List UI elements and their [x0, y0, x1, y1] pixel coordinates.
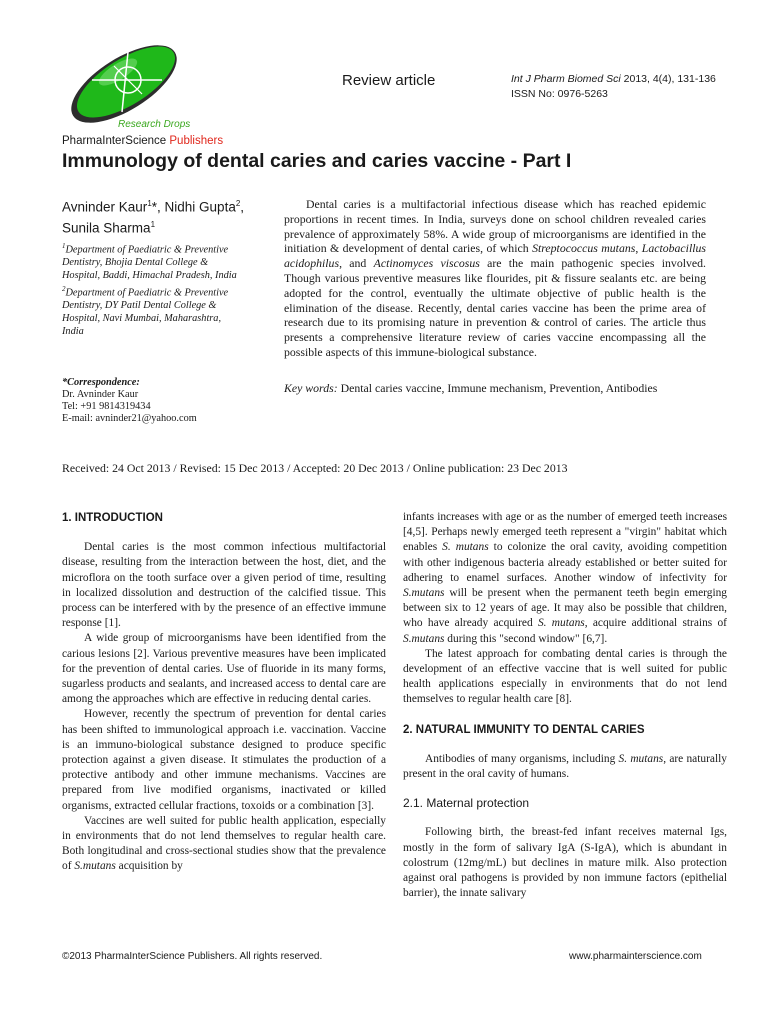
section-heading: 1. INTRODUCTION — [62, 512, 163, 524]
correspondence-tel: Tel: +91 9814319434 — [62, 401, 151, 412]
author-name: Avninder Kaur — [62, 199, 148, 215]
journal-reference — [511, 73, 716, 85]
author-list — [62, 195, 272, 236]
publisher-name-part1: PharmaInterScience — [62, 135, 170, 147]
correspondence-name: Dr. Avninder Kaur — [62, 389, 139, 400]
body-text: will be present when the permanent teeth begin emerging between six to 12 years of age. It may also be possible that children, who have already acquired — [403, 587, 727, 630]
article-type: Review article — [342, 72, 436, 89]
author-affiliation-mark: 1 — [147, 199, 152, 208]
footer-copyright: ©2013 PharmaInterScience Publishers. All rights reserved. — [62, 951, 323, 962]
body-paragraph — [403, 510, 727, 647]
species-name: Actinomyces viscosus — [373, 256, 480, 271]
body-paragraph — [62, 814, 386, 875]
abstract-text: are the main pathogenic species involved. Though various preventive measures like flourides, pit & fissure sealants etc. are being adopted for the control, eventually the ultimate objective of public health is the elimination of the disease. Recently, dental caries vaccine has been the prime area of research due to its promising nature in prevention & control of caries. The article thus presents a comprehensive literature review of caries vaccine encompassing all the possible aspects of this immune-biological substance. — [284, 256, 706, 359]
section-heading: 2. NATURAL IMMUNITY TO DENTAL CARIES — [403, 723, 645, 736]
body-column-left — [62, 510, 386, 875]
keywords-label: Key words: — [284, 381, 338, 395]
body-paragraph: Dental caries is the most common infectious multifactorial disease, resulting from the interaction between the host, diet, and the microflora on the tooth surface over a given period of time, resulting in localized dissolution and destruction of the calcified tissue. This process can be interfered with by the presence of an effective immune response [1]. — [62, 541, 386, 630]
body-paragraph — [403, 752, 727, 782]
keywords-text: Dental caries vaccine, Immune mechanism, Prevention, Antibodies — [337, 381, 658, 395]
body-text: to colonize the oral cavity, avoiding competition with other indigenous bacteria already established or better suited for adhering to enamel surfaces. Another window of infectivity for — [403, 541, 727, 584]
issn: ISSN No: 0976-5263 — [511, 88, 608, 100]
body-paragraph: However, recently the spectrum of prevention for dental caries has been shifted to immunological approach i.e. vaccination. Vaccine is an immuno-biological substance designed to produce specific protection against a given disease. It stimulates the production of a protective antibody and other immune mechanisms. Vaccines are prepared from live modified organisms, inactivated or killed organisms, extracted cellular fractions, toxoids or a combination [3]. — [62, 708, 386, 812]
species-name: Streptococcus mutans — [532, 241, 636, 256]
affiliation-number: 1 — [62, 242, 66, 250]
affiliation-text: Department of Paediatric & Preventive Dentistry, Bhojia Dental College & Hospital, Baddi, Himachal Pradesh, India — [62, 244, 237, 282]
affiliation-number: 2 — [62, 285, 66, 293]
affiliation — [62, 283, 244, 339]
affiliation — [62, 240, 244, 283]
keywords — [284, 381, 714, 396]
journal-name: Int J Pharm Biomed Sci — [511, 73, 621, 85]
abstract-text: Dental caries is a multifactorial infectious disease which has reached epidemic proportions in recent times. In India, surveys done on school children revealed caries prevalence of approximately 58%. A wide group of microorganisms are identified in the initiation & development of dental caries, of which — [284, 197, 706, 256]
correspondence-email[interactable]: E-mail: avninder21@yahoo.com — [62, 413, 197, 424]
body-text: Antibodies of many organisms, including — [425, 752, 619, 765]
affiliation-text: Department of Paediatric & Preventive Dentistry, DY Patil Dental College & Hospital, Navi Mumbai, Maharashtra, India — [62, 287, 229, 337]
abstract — [284, 197, 706, 360]
correspondence-block — [62, 377, 197, 425]
body-text: acquisition by — [115, 860, 183, 873]
author-name: Sunila Sharma — [62, 220, 151, 235]
abstract-text: , — [635, 241, 642, 256]
body-text: Vaccines are well suited for public health application, especially in environments that do not lend themselves to regular health care. Both longitudinal and cross-sectional studies show that the prevalence of — [62, 814, 386, 873]
logo-tagline: Research Drops — [118, 119, 191, 130]
body-text: during this "second window" [6,7]. — [444, 632, 608, 645]
body-paragraph: The latest approach for combating dental caries is through the development of an effective vaccine that is well suited for public health applications especially in environments that do not lend themselves to regular health care [8]. — [403, 647, 727, 706]
footer-website[interactable]: www.pharmainterscience.com — [569, 951, 702, 962]
body-text: infants increases with age or as the number of emerged teeth increases [4,5]. Perhaps newly emerged teeth represent a "virgin" habitat which enables — [403, 511, 727, 554]
body-text: , are naturally present in the oral cavity of humans. — [403, 752, 727, 781]
body-text: , acquire additional strains of — [584, 617, 727, 630]
corresponding-mark: *, — [151, 199, 165, 215]
body-paragraph: A wide group of microorganisms have been identified from the carious lesions [2]. Various preventive measures have been implicated for the prevention of dental caries. Use of fluoride in its many forms, sugarless products and sealants, and increased access to dental care are among the approaches which are effective in reducing dental caries. — [62, 632, 386, 706]
publisher-name — [62, 135, 223, 147]
body-paragraph: Following birth, the breast-fed infant receives maternal Igs, mostly in the form of salivary IgA (S-IgA), which is abundant in colostrum (12mg/mL) but declines in mature milk. Also protection against oral pathogens is provided by non immune factors (epithelial barrier), the innate salivary — [403, 826, 727, 900]
species-name: S. mutans — [537, 617, 585, 630]
body-column-right — [403, 510, 727, 901]
species-name: S. mutans — [618, 752, 664, 765]
abstract-text: , and — [339, 256, 374, 271]
abstract-paragraph — [284, 197, 706, 360]
author-name: Nidhi Gupta — [164, 199, 236, 215]
species-name: S.mutans — [74, 860, 116, 873]
species-name: S.mutans — [403, 587, 445, 600]
publisher-name-part2: Publishers — [169, 135, 224, 147]
subsection-heading: 2.1. Maternal protection — [403, 796, 530, 811]
correspondence-title: *Correspondence: — [62, 377, 140, 388]
author-affiliation-mark: 1 — [150, 219, 156, 229]
species-name: Lactobacillus acidophilus — [284, 241, 706, 271]
species-name: S.mutans — [403, 632, 445, 645]
author-affiliation-mark: 2 — [235, 199, 241, 208]
species-name: S. mutans — [442, 541, 489, 554]
paper-title: Immunology of dental caries and caries vaccine - Part I — [62, 150, 572, 172]
article-history: Received: 24 Oct 2013 / Revised: 15 Dec 2013 / Accepted: 20 Dec 2013 / Online publication: 23 Dec 2013 — [62, 461, 568, 475]
author-separator: , — [240, 199, 245, 215]
journal-details: 2013, 4(4), 131-136 — [620, 73, 716, 85]
